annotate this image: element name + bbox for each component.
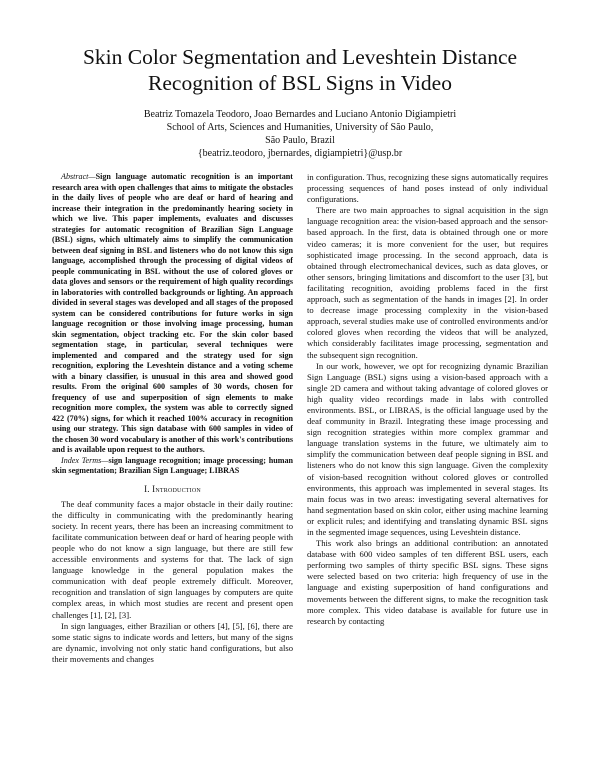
abstract-text: Sign language automatic recognition is an important research area with open challenges that aims to mitigate the obstacles in the daily lives of people who are deaf or hard of hearing and increase their integration in the predominantly hearing society in which we live. This paper implements, evaluates and discusses strategies for automatic recognition of Brazilian Sign Language (BSL) signs, which ultimately aims to simplify the communication between deaf signing in BSL and listeners who do not know this sign language, accomplished through the processing of digital videos of people communicating in BSL without the use of colored gloves or data gloves and sensors or the requirement of high quality recordings in laboratories with controlled backgrounds or lighting. An approach divided in several stages was developed and all stages of the proposed system can be considered contributions for future works in sign language recognition or those involving image processing, human skin segmentation, object tracking etc. For the skin color based segmentation stage, in particular, several techniques were implemented and compared and the strategy used for sign recognition, exploring the Leveshtein distance and a voting scheme with a binary classifier, is unusual in this area and showed good results. From the original 600 samples of 30 words, chosen for frequency of use and superposition of sign elements to make recognition more complex, the system was able to correctly signed 422 (70%) signs, for which it reached 100% accuracy in recognition using our strategy. This sign database with 600 samples in video of the chosen 30 word vocabulary is another of this work's contributions and is available upon request to the authors. xyxy=(52,172,293,454)
abstract xyxy=(52,172,293,456)
author-emails: {beatriz.teodoro, jbernardes, digiampietri}@usp.br xyxy=(197,148,403,159)
author-block xyxy=(52,108,548,160)
intro-paragraph-6: This work also brings an additional contribution: an annotated database with 600 video samples of ten different BSL users, each performing two samples of thirty specific BSL signs. These signs were selected based on two criteria: high frequency of use in the language and existing superposition of hand configurations and movements between the different signs, to make the recognition task more complex. This video database is available for future use in research by contacting xyxy=(307,538,548,626)
author-location: São Paulo, Brazil xyxy=(265,135,335,146)
section-heading-introduction: I. Introduction xyxy=(144,483,201,494)
author-names: Beatriz Tomazela Teodoro, Joao Bernardes and Luciano Antonio Digiampietri xyxy=(143,109,457,120)
left-column xyxy=(52,172,293,665)
intro-paragraph-3: in configuration. Thus, recognizing these signs automatically requires processing sequences of hand poses instead of only individual configurations. xyxy=(307,172,548,205)
paper-title: Skin Color Segmentation and Leveshtein Distance Recognition of BSL Signs in Video xyxy=(82,45,518,95)
intro-paragraph-5: In our work, however, we opt for recognizing dynamic Brazilian Sign Language (BSL) signs using a vision-based approach with a single 2D camera and without taking advantage of colored gloves or high quality video recordings made in labs with controlled environments. BSL, or LIBRAS, is the official language used by the deaf community in Brazil. Integrating these image processing and sign recognition strategies within more complex grammar and language translation systems in the future, we ultimately aim to simplify the communication between deaf people signing in BSL and listeners who do not know this sign language. Given the complexity of vision-based recognition without colored gloves or controlled environments, this approach was implemented in several stages. Its main focus was in two areas: investigating several alternatives for hand segmentation based on skin color, either using machine learning or explicit rules; and identifying and translating dynamic BSL signs in the segmented image sequences, using Leveshtein distance. xyxy=(307,360,548,537)
right-column xyxy=(307,172,548,665)
index-terms-text: sign language recognition; image processing; human skin segmentation; Brazilian Sign Language; LIBRAS xyxy=(52,455,293,475)
two-column-body xyxy=(52,172,548,665)
abstract-lead: Abstract— xyxy=(61,172,96,181)
author-affiliation: School of Arts, Sciences and Humanities, University of São Paulo, xyxy=(166,122,434,133)
index-terms-lead: Index Terms— xyxy=(61,455,109,465)
intro-paragraph-4: There are two main approaches to signal acquisition in the sign language recognition area: the vision-based approach and the sensor-based approach. In the first, data is obtained through one or more video cameras; it is more convenient for the user, but requires sophisticated image processing. In the second approach, data is obtained through electromechanical devices, such as data gloves, or other sensors, bringing limitations and discomfort to the user [3], but facilitating recognition, avoiding problems faced in the first approach, such as segmentation of the hands in images [2]. In order to decrease image processing complexity in the vision-based approach, several studies make use of controlled environments and/or colored gloves when recording the videos that will be analyzed, which considerably facilitates image processing, segmentation and the subsequent sign recognition. xyxy=(307,205,548,360)
intro-paragraph-1: The deaf community faces a major obstacle in their daily routine: the difficulty in communicating with the predominantly hearing society. In recent years, there has been an increasing commitment to facilitate communication between deaf or hard of hearing people with people who do not know a sign language, but there are still few accessible environments and systems for that. The lack of sign language knowledge in the general population makes the communication with deaf people extremely difficult. Moreover, recognition and translation of sign languages by computers are quite complex areas, in which most studies are recent and present open challenges [1], [2], [3]. xyxy=(52,498,293,620)
index-terms xyxy=(52,456,293,477)
intro-paragraph-2: In sign languages, either Brazilian or others [4], [5], [6], there are some static signs to indicate words and letters, but many of the signs are dynamic, involving not only static hand configurations, but also their movements and changes xyxy=(52,620,293,664)
